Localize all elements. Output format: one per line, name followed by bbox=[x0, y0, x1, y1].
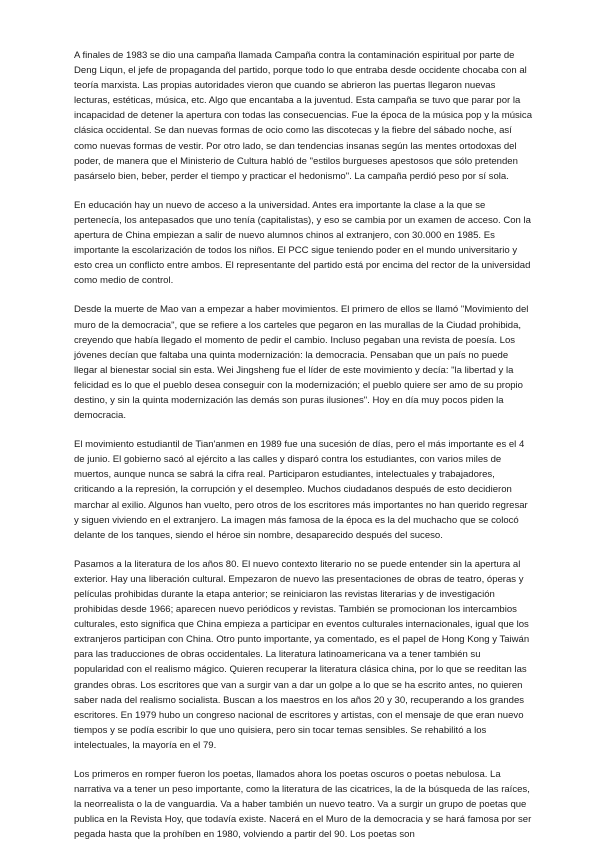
paragraph-tiananmen: El movimiento estudiantil de Tian'anmen en 1989 fue una sucesión de días, pero el más importante es el 4 de junio. El gobierno sacó al ejército a las calles y disparó contra los estudiantes, con varios miles de muertos, aunque nunca se sabrá la cifra real. Participaron estudiantes, intelectuales y trabajadores, criticando a la represión, la corrupción y el desempleo. Muchos ciudadanos después de esto decidieron marchar al exilio. Algunos han vuelto, pero otros de los escritores más importantes no han querido regresar y siguen viviendo en el extranjero. La imagen más famosa de la época es la del muchacho que se colocó delante de los tanques, siendo el héroe sin nombre, desaparecido después del suceso. bbox=[74, 439, 528, 541]
paragraph-poetas-oscuros: Los primeros en romper fueron los poetas, llamados ahora los poetas oscuros o poetas nebulosa. La narrativa va a tener un peso importante, como la literatura de las cicatrices, la de la búsqueda de las raíces, la neorrealista o la de vanguardia. Va a haber también un nuevo teatro. Va a surgir un grupo de poetas que publica en la Revista Hoy, que todavía existe. Nacerá en el Muro de la democracia y se hará famosa por ser pegada hasta que la prohíben en 1980, volviendo a partir del 90. Los poetas son bbox=[74, 769, 532, 841]
paragraph-contaminacion-espiritual: A finales de 1983 se dio una campaña llamada Campaña contra la contaminación espiritual por parte de Deng Liqun, el jefe de propaganda del partido, porque todo lo que entraba desde occidente chocaba con al teoría marxista. Las propias autoridades vieron que cuando se abrieron las puertas llegaron nuevas lecturas, estéticas, música, etc. Algo que encantaba a la juventud. Esta campaña se tuvo que parar por la incapacidad de detener la apertura con todas las consecuencias. Fue la época de la música pop y la música clásica occidental. Se dan nuevas formas de ocio como las discotecas y la fiebre del sábado noche, así como nuevas formas de vestir. Por otro lado, se dan tendencias insanas según las mentes ortodoxas del poder, de manera que el Ministerio de Cultura habló de "estilos burgueses apestosos que sólo pretenden pasárselo bien, beber, perder el tiempo y practicar el hedonismo". La campaña perdió peso por sí sola. bbox=[74, 50, 532, 182]
document-body bbox=[74, 48, 532, 843]
paragraph-educacion: En educación hay un nuevo de acceso a la universidad. Antes era importante la clase a la que se pertenecía, los antepasados que uno tenía (capitalistas), y eso se cambia por un examen de acceso. Con la apertura de China empiezan a salir de nuevo alumnos chinos al extranjero, con 30.000 en 1985. Es importante la escolarización de todos los niños. El PCC sigue teniendo poder en el mundo universitario y esto crea un conflicto entre ambos. El representante del partido está por encima del rector de la universidad como medio de control. bbox=[74, 199, 531, 287]
paragraph-literatura-anos-80: Pasamos a la literatura de los años 80. El nuevo contexto literario no se puede entender sin la apertura al exterior. Hay una liberación cultural. Empezaron de nuevo las presentaciones de obras de teatro, óperas y películas prohibidas durante la etapa anterior; se reiniciaron las revistas literarias y de investigación prohibidas desde 1966; aparecen nuevo periódicos y revistas. También se promocionan los intercambios culturales, esto significa que China empieza a participar en eventos culturales internacionales, igual que los extranjeros participan con China. Otro punto importante, ya comentado, es el papel de Hong Kong y Taiwán para las traducciones de obras occidentales. La literatura latinoamericana va a tener también su popularidad con el realismo mágico. Quieren recuperar la literatura clásica china, por lo que se reeditan las grandes obras. Los escritores que van a surgir van a dar un golpe a lo que se ha escrito antes, no quieren saber nada del realismo socialista. Buscan a los maestros en los años 20 y 30, recuperando a los grandes escritores. En 1979 hubo un congreso nacional de escritores y artistas, con el mensaje de que eran nuevo tiempos y se podía escribir lo que uno quisiera, pero sin tocar temas sensibles. Se rehabilitó a los intelectuales, la mayoría en el 79. bbox=[74, 558, 530, 751]
paragraph-muro-democracia: Desde la muerte de Mao van a empezar a haber movimientos. El primero de ellos se llamó "Movimiento del muro de la democracia", que se refiere a los carteles que pegaron en las murallas de la Ciudad prohibida, creyendo que había llegado el momento de pedir el cambio. Incluso pegaban una revista de poesía. Los jóvenes decían que faltaba una quinta modernización: la democracia. Pensaban que un país no puede llegar al bienestar social sin esta. Wei Jingsheng fue el líder de este movimiento y decía: "la libertad y la felicidad es lo que el pueblo desea conseguir con la modernización; el pueblo quiere ser amo de su propio destino, y sin la quinta modernización las demás son puras ilusiones". Hoy en día muy pocos piden la democracia. bbox=[74, 304, 529, 422]
